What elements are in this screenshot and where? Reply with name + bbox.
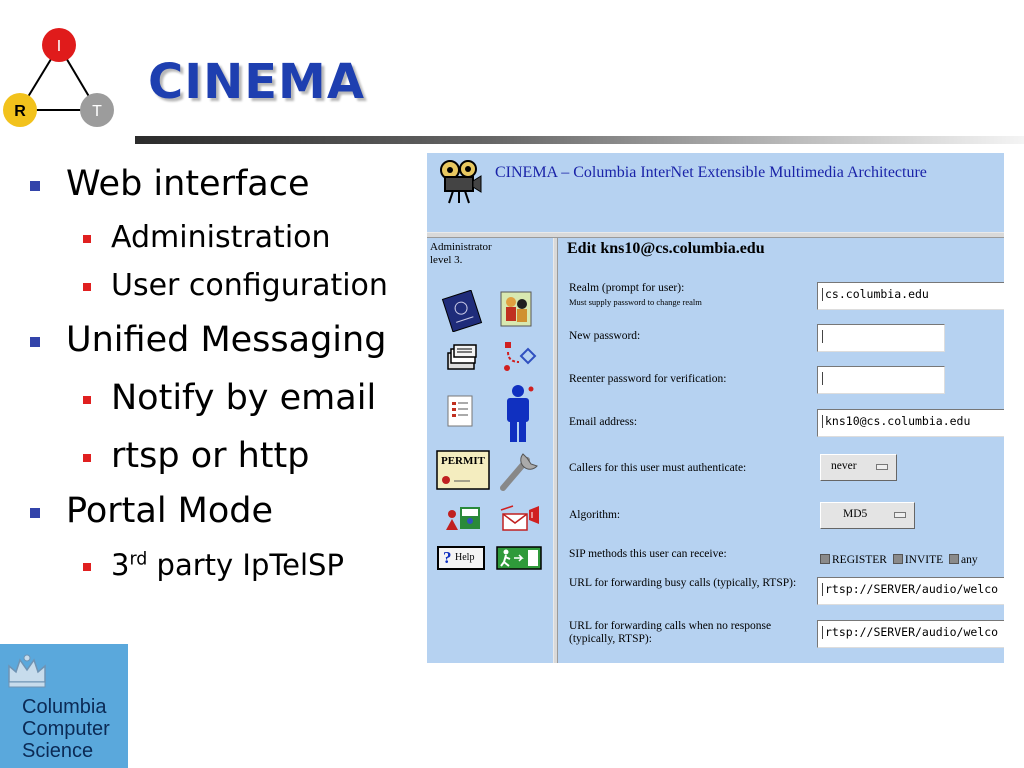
group-meeting-icon[interactable] bbox=[444, 504, 482, 534]
admin-level-line: level 3. bbox=[430, 254, 463, 266]
irt-logo bbox=[0, 26, 120, 136]
admin-level-line: Administrator bbox=[430, 241, 492, 253]
bullet-text: Web interface bbox=[66, 164, 310, 204]
noresponse-forward-value: rtsp://SERVER/audio/welco bbox=[825, 625, 999, 639]
document-form-icon[interactable] bbox=[442, 393, 478, 429]
bullet-marker bbox=[83, 283, 91, 291]
sip-methods-checkboxes bbox=[820, 554, 981, 566]
bullet-marker bbox=[30, 337, 40, 347]
wrench-settings-icon[interactable] bbox=[497, 446, 543, 492]
sip-method-label: any bbox=[961, 554, 978, 566]
bullet-marker bbox=[83, 454, 91, 462]
realm-label-text: Realm (prompt for user): bbox=[569, 282, 685, 294]
cinema-header-title[interactable]: CINEMA – Columbia InterNet Extensible Multimedia Architecture bbox=[495, 164, 927, 181]
bullet-third-party bbox=[111, 548, 344, 582]
cinema-sidebar bbox=[427, 238, 553, 663]
email-label: Email address: bbox=[569, 416, 638, 428]
logo-line: Computer bbox=[22, 718, 110, 740]
algorithm-select-value: MD5 bbox=[843, 508, 868, 520]
bullet-text: party IpTelSP bbox=[147, 548, 344, 582]
realm-label bbox=[569, 282, 702, 309]
permit-text: PERMIT bbox=[441, 455, 485, 467]
bullet-user-configuration bbox=[111, 268, 388, 303]
help-button-label: Help bbox=[455, 552, 475, 563]
bullet-notify-by-email bbox=[111, 378, 377, 418]
realm-input-value: cs.columbia.edu bbox=[825, 287, 929, 301]
permit-icon[interactable] bbox=[436, 450, 490, 490]
bullet-rtsp-or-http bbox=[111, 436, 310, 476]
noresponse-forward-label: URL for forwarding calls when no response (typically, RTSP): bbox=[569, 620, 772, 645]
text-caret bbox=[822, 626, 823, 639]
logo-line: Columbia bbox=[22, 696, 107, 718]
authenticate-select[interactable] bbox=[820, 454, 897, 481]
reenter-password-input[interactable] bbox=[817, 366, 945, 394]
bullet-marker bbox=[83, 396, 91, 404]
logo-letter-t: T bbox=[92, 103, 102, 120]
bullet-text: rtsp or http bbox=[111, 436, 310, 476]
cinema-web-screenshot bbox=[427, 153, 1004, 663]
admin-level-label bbox=[430, 241, 492, 267]
bullet-text-number: 3 bbox=[111, 548, 130, 582]
mail-broadcast-icon[interactable] bbox=[499, 504, 543, 534]
new-password-input[interactable] bbox=[817, 324, 945, 352]
busy-forward-input[interactable] bbox=[817, 577, 1004, 605]
bullet-marker bbox=[83, 563, 91, 571]
algorithm-select[interactable] bbox=[820, 502, 915, 529]
sip-method-any[interactable] bbox=[949, 554, 978, 566]
user-person-icon[interactable] bbox=[501, 384, 535, 444]
dropdown-indicator-icon bbox=[876, 464, 888, 470]
bullet-marker bbox=[30, 508, 40, 518]
bullet-superscript: rd bbox=[129, 549, 148, 570]
noresponse-forward-input[interactable] bbox=[817, 620, 1004, 648]
sip-methods-label: SIP methods this user can receive: bbox=[569, 548, 727, 560]
bullet-marker bbox=[30, 181, 40, 191]
realm-note: Must supply password to change realm bbox=[569, 297, 702, 307]
film-camera-icon bbox=[439, 159, 483, 205]
bullet-web-interface bbox=[66, 164, 310, 204]
email-input[interactable] bbox=[817, 409, 1004, 437]
crown-icon bbox=[6, 652, 48, 690]
bullet-text: Administration bbox=[111, 220, 331, 255]
sip-method-register[interactable] bbox=[820, 554, 887, 566]
text-caret bbox=[822, 583, 823, 596]
busy-forward-value: rtsp://SERVER/audio/welco bbox=[825, 582, 999, 596]
text-caret bbox=[822, 288, 823, 301]
bullet-text: Notify by email bbox=[111, 378, 377, 418]
card-index-icon[interactable] bbox=[444, 343, 480, 373]
columbia-logo-text bbox=[22, 696, 110, 762]
authenticate-label: Callers for this user must authenticate: bbox=[569, 462, 747, 474]
sip-method-label: REGISTER bbox=[832, 554, 887, 566]
logo-letter-r: R bbox=[14, 103, 26, 120]
bullet-text: Unified Messaging bbox=[66, 320, 387, 360]
title-underline bbox=[135, 136, 1024, 144]
realm-input[interactable] bbox=[817, 282, 1004, 310]
cinema-header bbox=[427, 153, 1004, 232]
passport-icon[interactable] bbox=[439, 290, 485, 332]
columbia-logo bbox=[0, 644, 128, 768]
users-group-icon[interactable] bbox=[499, 290, 533, 328]
checkbox[interactable] bbox=[820, 554, 830, 564]
sip-method-label: INVITE bbox=[904, 554, 944, 566]
dropdown-indicator-icon bbox=[894, 512, 906, 518]
exit-icon[interactable] bbox=[496, 546, 542, 570]
bullet-marker bbox=[83, 235, 91, 243]
bullet-text: Portal Mode bbox=[66, 491, 274, 531]
question-mark-icon: ? bbox=[443, 548, 452, 567]
call-routing-icon[interactable] bbox=[499, 340, 539, 374]
new-password-label: New password: bbox=[569, 330, 641, 342]
text-caret bbox=[822, 415, 823, 428]
logo-line: Science bbox=[22, 740, 94, 762]
text-caret bbox=[822, 372, 823, 385]
checkbox[interactable] bbox=[949, 554, 959, 564]
sip-method-invite[interactable] bbox=[893, 554, 943, 566]
edit-user-form bbox=[558, 238, 1004, 663]
email-input-value: kns10@cs.columbia.edu bbox=[825, 414, 971, 428]
text-caret bbox=[822, 330, 823, 343]
edit-user-title: Edit kns10@cs.columbia.edu bbox=[567, 240, 765, 257]
bullet-administration bbox=[111, 220, 331, 255]
busy-forward-label: URL for forwarding busy calls (typically, RTSP): bbox=[569, 577, 797, 589]
bullet-portal-mode bbox=[66, 491, 274, 531]
bullet-unified-messaging bbox=[66, 320, 387, 360]
logo-letter-i: I bbox=[56, 38, 62, 55]
authenticate-select-value: never bbox=[831, 460, 857, 472]
reenter-password-label: Reenter password for verification: bbox=[569, 373, 727, 385]
slide-title: CINEMA bbox=[148, 54, 365, 110]
bullet-text: User configuration bbox=[111, 268, 388, 303]
algorithm-label: Algorithm: bbox=[569, 509, 621, 521]
checkbox[interactable] bbox=[893, 554, 903, 564]
help-button[interactable] bbox=[437, 546, 485, 570]
